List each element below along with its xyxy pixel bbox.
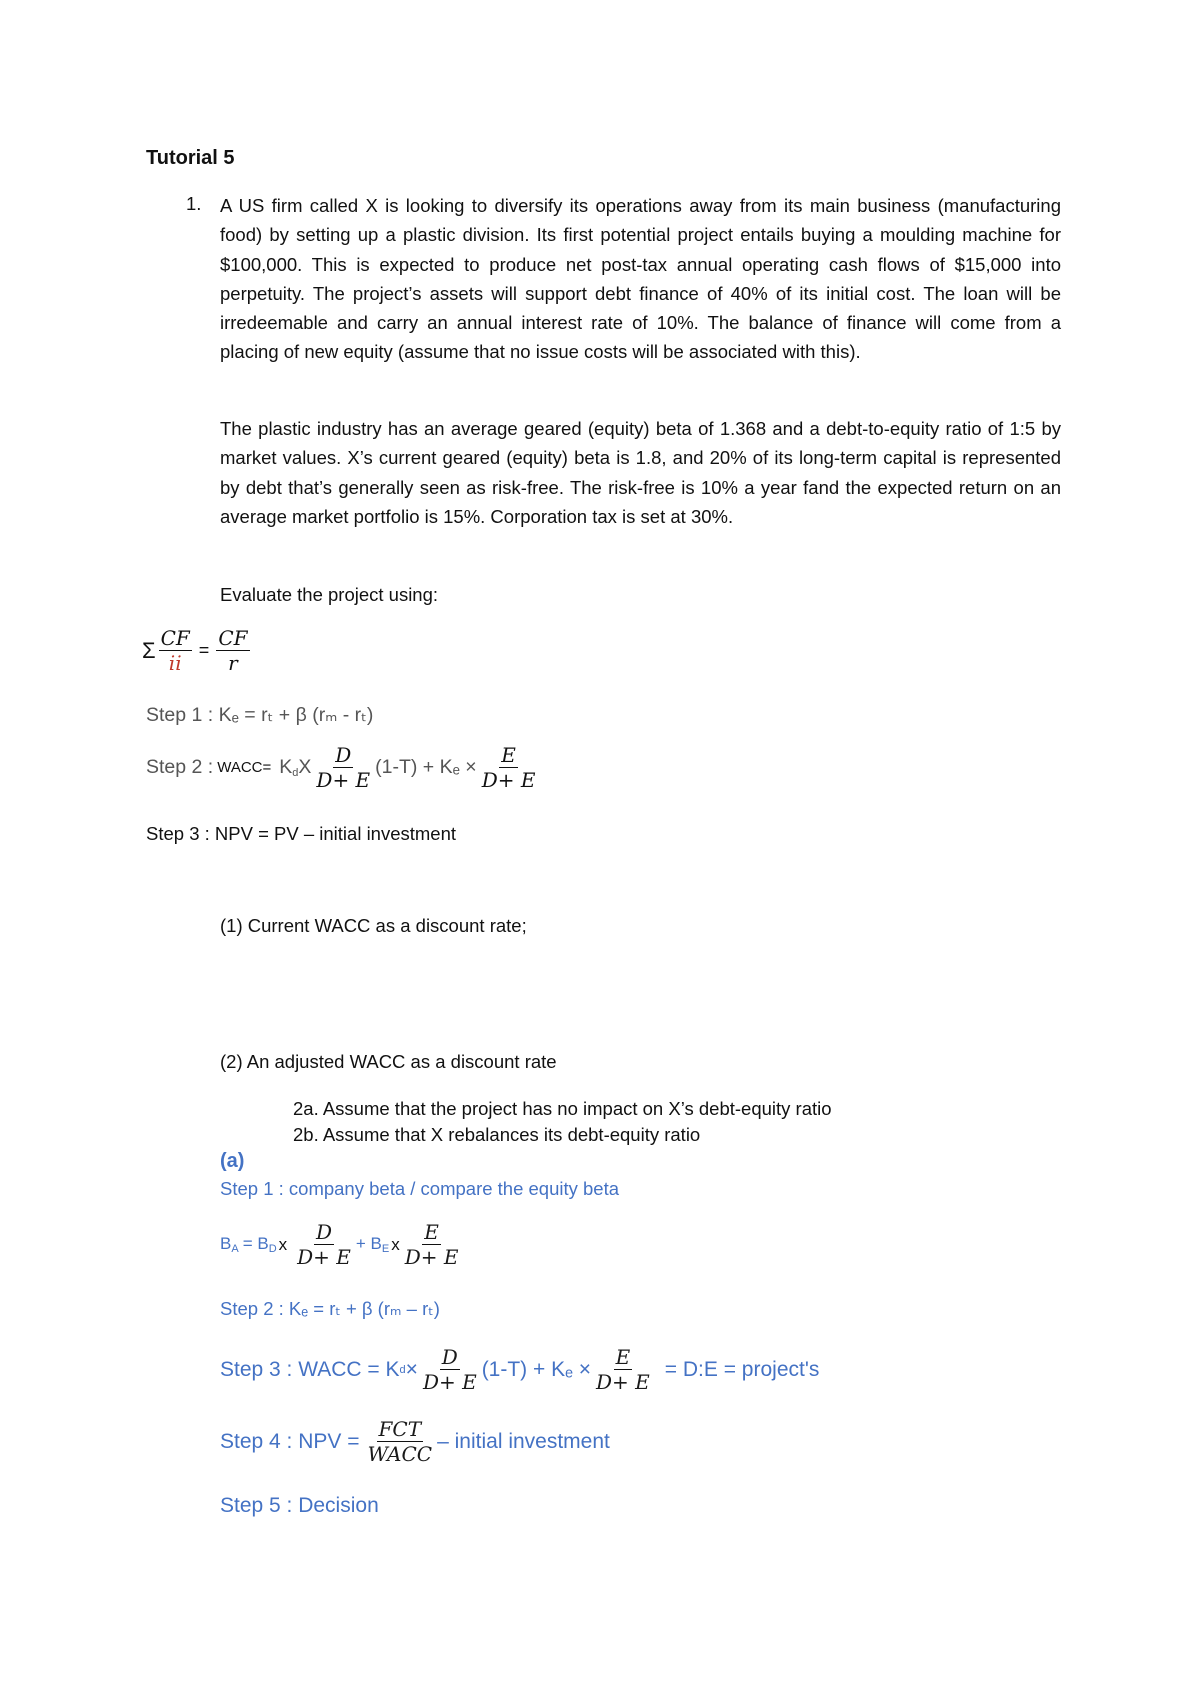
step2-prefix: Step 2 :: [146, 756, 214, 778]
beta-equity: [356, 1234, 389, 1255]
multiply-sign: x: [278, 1234, 288, 1254]
fraction-denominator: WACC: [367, 1442, 433, 1466]
kd-subscript: d: [292, 767, 299, 779]
multiply-sign: X: [298, 756, 312, 778]
part-2a: 2a. Assume that the project has no impact on X’s debt-equity ratio: [293, 1098, 832, 1119]
step3-formula: Step 3 : NPV = PV – initial investment: [146, 823, 457, 844]
fraction-cf-r: [216, 626, 249, 675]
step2-formula: [146, 743, 540, 792]
step3-prefix: Step 3 : WACC = K: [220, 1357, 400, 1381]
fraction-d-over-de: [295, 1220, 353, 1269]
sigma-symbol: Σ: [142, 637, 156, 663]
fraction-numerator: E: [501, 743, 516, 767]
beta-debt-letter: = B: [242, 1234, 269, 1253]
fraction-e-over-de: [403, 1220, 461, 1269]
fraction-denominator: D+ E: [316, 768, 371, 792]
fraction-d-over-de: [421, 1345, 479, 1394]
beta-subscript: A: [231, 1243, 239, 1255]
part-2: (2) An adjusted WACC as a discount rate: [220, 1051, 557, 1072]
answer-step1: Step 1 : company beta / compare the equity beta: [220, 1178, 620, 1199]
beta-equity-letter: + B: [355, 1234, 382, 1253]
fraction-numerator: D: [441, 1345, 458, 1369]
beta-debt: [243, 1234, 277, 1255]
fraction-numerator: FCT: [378, 1417, 422, 1441]
fraction-denominator: D+ E: [422, 1370, 477, 1394]
answer-step2: Step 2 : Kₑ = rₜ + β (rₘ – rₜ): [220, 1298, 440, 1319]
answer-step3: [220, 1345, 819, 1394]
paragraph-2-text: The plastic industry has an average geared (equity) beta of 1.368 and a debt-to-equity ratio of 1:5 by market values. X’s current geared (equity) beta is 1.8, and 20% of its long-term capital is represented by debt that’s generally seen as risk-free. The risk-free is 10% a year fand the expected return on an average market portfolio is 15%. Corporation tax is set at 30%.: [220, 418, 1061, 527]
answer-step5: Step 5 : Decision: [220, 1494, 379, 1517]
fraction-e-over-de: [594, 1345, 652, 1394]
part-2b: 2b. Assume that X rebalances its debt-equity ratio: [293, 1124, 701, 1145]
answer-step4: [220, 1417, 610, 1466]
beta-debt-subscript: D: [268, 1243, 277, 1255]
perpetuity-formula: [142, 626, 253, 675]
beta-equity-subscript: E: [381, 1243, 390, 1255]
fraction-numerator: D: [335, 743, 352, 767]
fraction-d-over-de: [314, 743, 372, 792]
fraction-denominator: D+ E: [481, 768, 536, 792]
question-paragraph-1: [220, 191, 1061, 367]
fraction-numerator: E: [424, 1220, 439, 1244]
part-1: (1) Current WACC as a discount rate;: [220, 915, 527, 936]
multiply-sign: x: [391, 1234, 400, 1254]
fraction-numerator: D: [315, 1220, 333, 1244]
fraction-denominator: D+ E: [297, 1245, 351, 1269]
step3-suffix: = D:E = project's: [664, 1357, 820, 1381]
answer-label: (a): [220, 1150, 245, 1172]
fraction-numerator: CF: [218, 626, 248, 650]
fraction-denominator: D+ E: [596, 1370, 650, 1394]
fraction-numerator: E: [615, 1345, 631, 1369]
step2-wacc-label: WACC=: [217, 759, 272, 776]
step2-middle: (1-T) + Kₑ ×: [375, 756, 477, 778]
fraction-denominator: D+ E: [404, 1245, 459, 1269]
step4-suffix: – initial investment: [437, 1429, 610, 1453]
beta-asset-formula: [220, 1220, 463, 1269]
step3-middle: (1-T) + Kₑ ×: [481, 1357, 592, 1381]
step4-prefix: Step 4 : NPV =: [220, 1429, 360, 1453]
question-paragraph-3: [220, 580, 1061, 609]
step1-formula: Step 1 : Kₑ = rₜ + β (rₘ - rₜ): [146, 704, 374, 726]
multiply-sign: ×: [405, 1357, 418, 1381]
paragraph-3-text: Evaluate the project using:: [220, 584, 439, 605]
kd-subscript: d: [399, 1363, 406, 1376]
fraction-numerator: CF: [160, 626, 190, 650]
step2-kd: [279, 756, 298, 779]
fraction-denominator: r: [228, 651, 238, 675]
beta-letter: B: [220, 1234, 232, 1253]
fraction-denominator: 𝑖𝑖: [168, 651, 182, 675]
question-number: 1.: [186, 193, 202, 214]
paragraph-1-text: A US firm called X is looking to diversify its operations away from its main business (manufacturing food) by setting up a plastic division. Its first potential project entails buying a moulding machine for $100,000. This is expected to produce net post-tax annual operating cash flows of $15,000 into perpetuity. The project’s assets will support debt finance of 40% of its initial cost. The loan will be irredeemable and carry an annual interest rate of 10%. The balance of finance will come from a placing of new equity (assume that no issue costs will be associated with this).: [220, 195, 1061, 363]
fraction-e-over-de: [480, 743, 538, 792]
question-paragraph-2: [220, 414, 1061, 531]
fraction-cf-ii: [159, 626, 192, 675]
kd-letter: K: [279, 756, 293, 778]
equals-sign: =: [198, 640, 210, 660]
beta-asset: [220, 1234, 239, 1255]
fraction-fct-over-wacc: [366, 1417, 435, 1466]
page-title: Tutorial 5: [146, 147, 235, 169]
